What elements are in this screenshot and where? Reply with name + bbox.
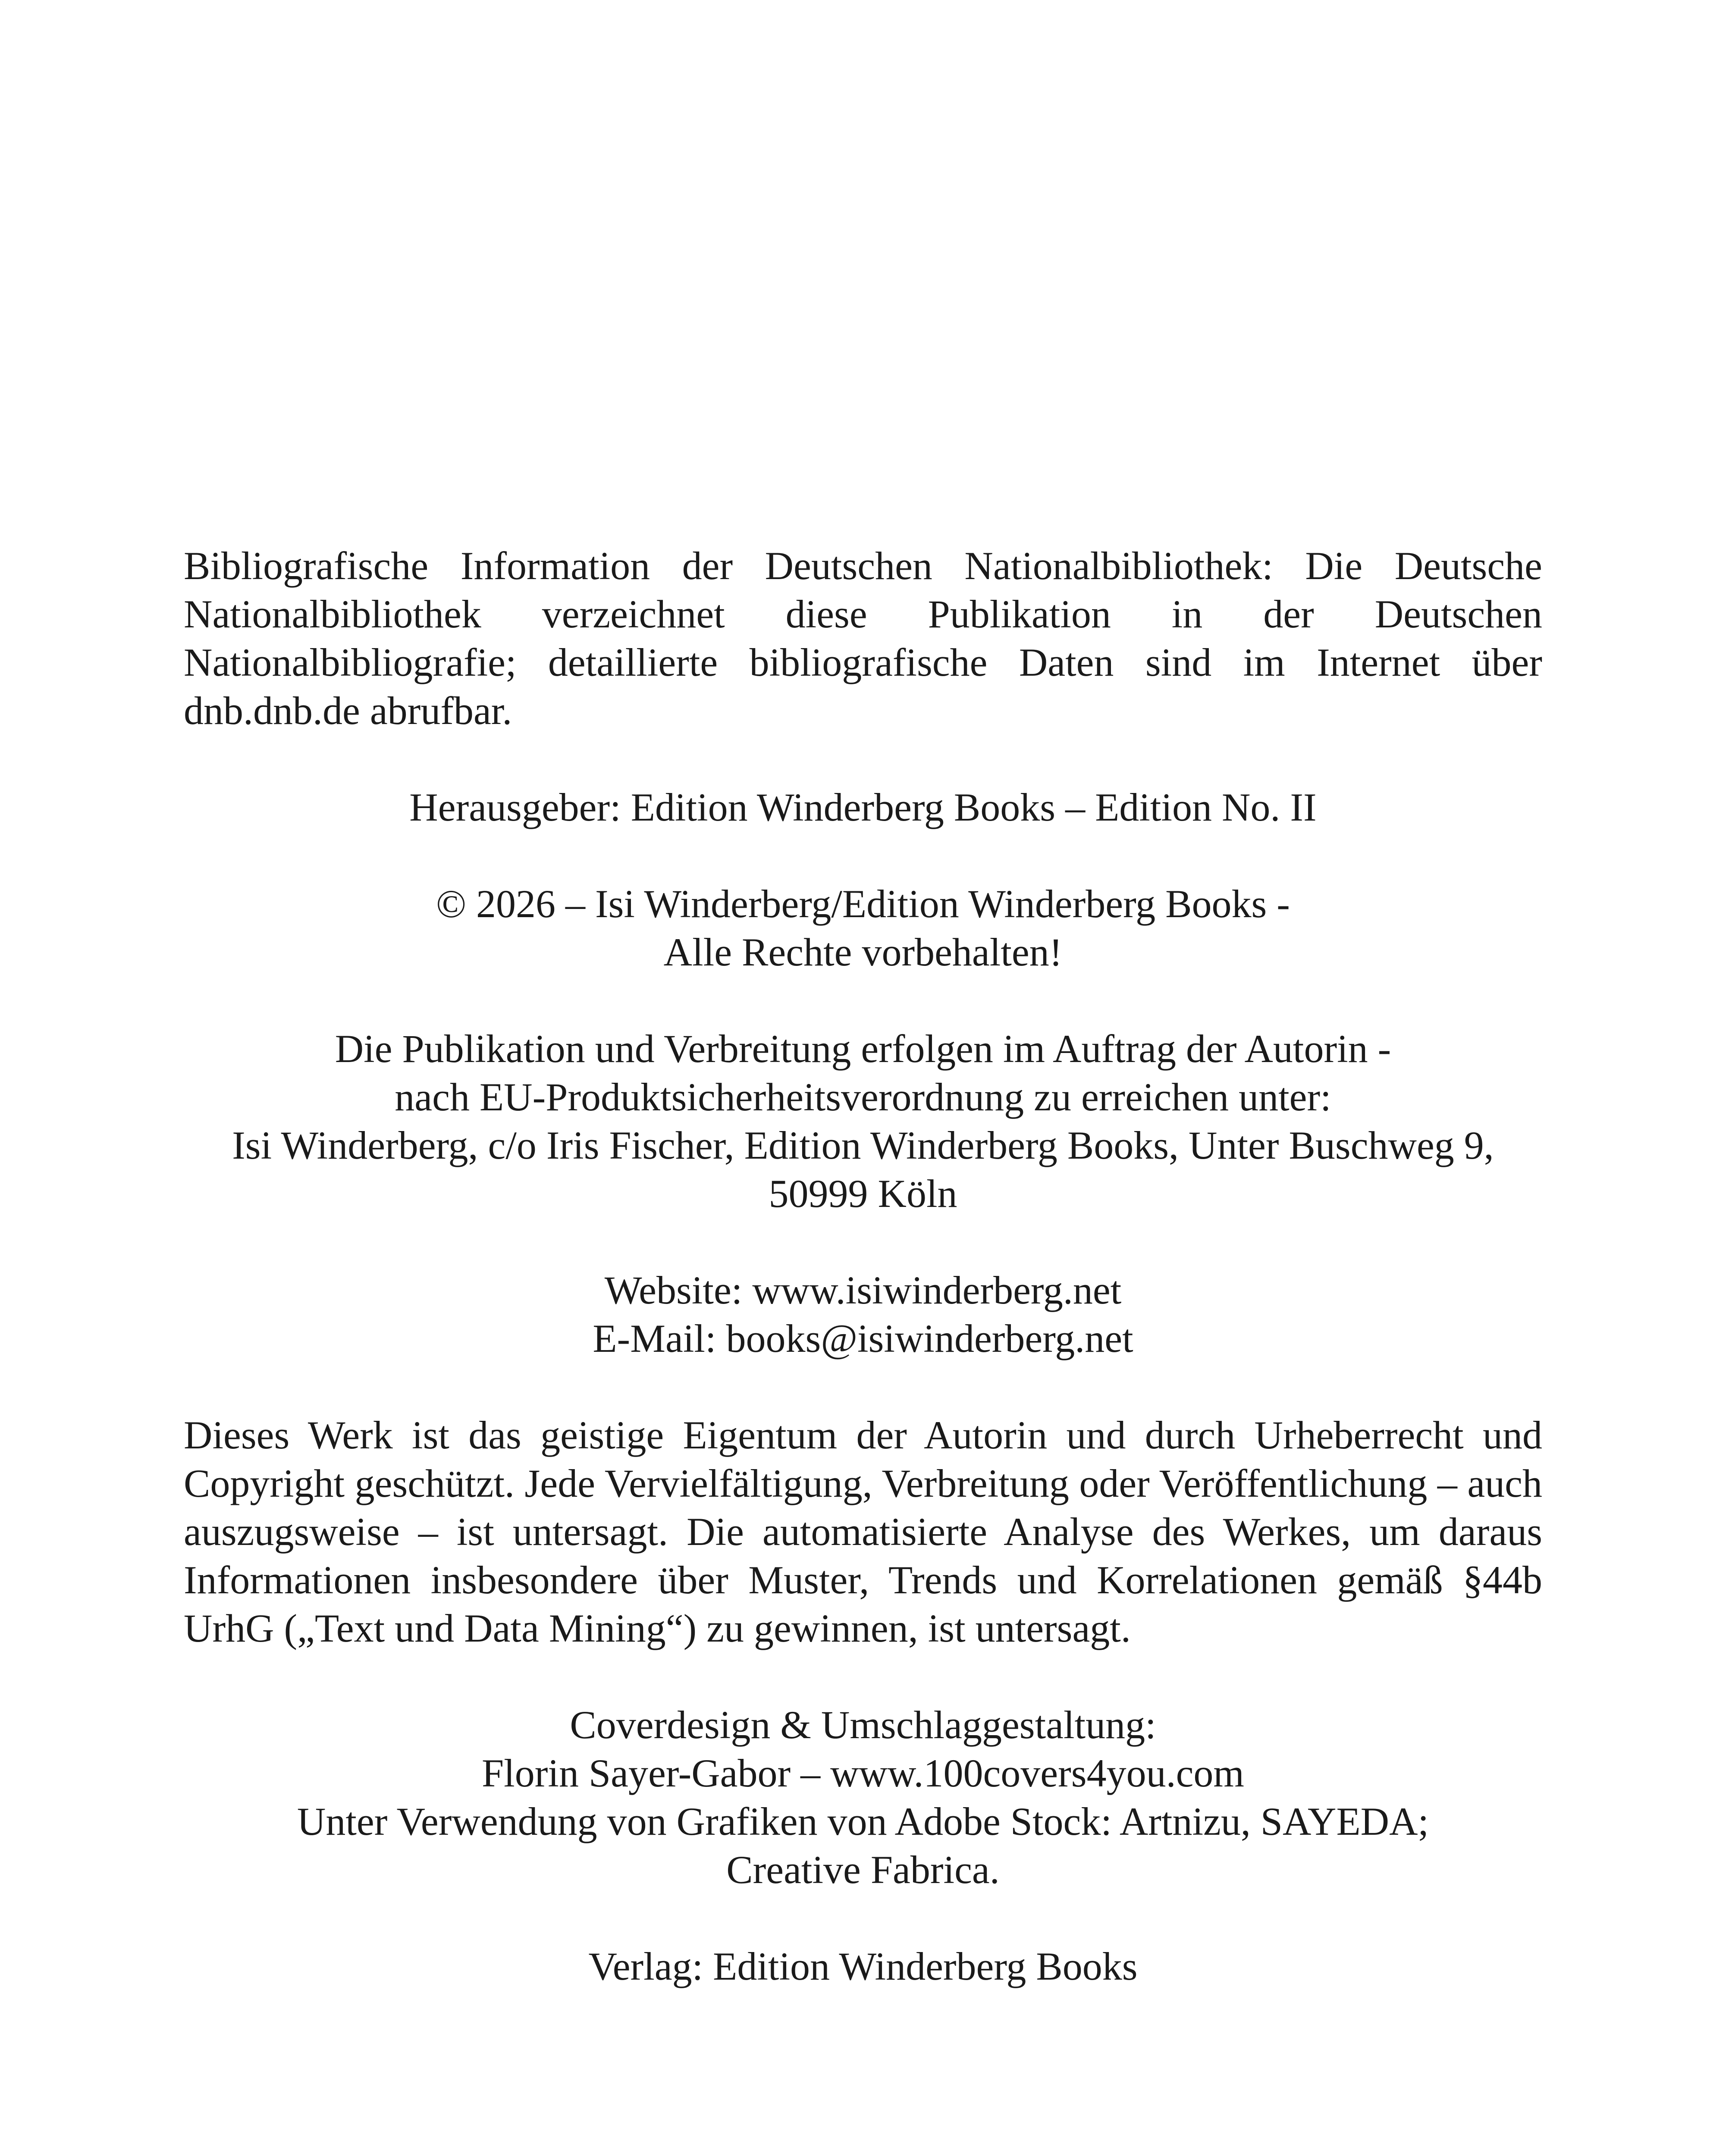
distribution-block: [184, 1025, 1542, 1218]
cover-credit-line: Unter Verwendung von Grafiken von Adobe Stock: Artnizu, SAYEDA;: [297, 1799, 1429, 1843]
spacer: [184, 831, 1542, 880]
distribution-line: Die Publikation und Verbreitung erfolgen im Auftrag der Autorin -: [335, 1027, 1391, 1071]
email-line: E-Mail: books@isiwinderberg.net: [593, 1316, 1133, 1360]
copyright-block: [184, 880, 1542, 976]
spacer: [184, 976, 1542, 1025]
distribution-line: nach EU-Produktsicherheitsverordnung zu erreichen unter:: [395, 1075, 1331, 1119]
copyright-line: © 2026 – Isi Winderberg/Edition Winderberg Books -: [436, 882, 1290, 926]
address-line: Isi Winderberg, c/o Iris Fischer, Edition Winderberg Books, Unter Buschweg 9,: [232, 1123, 1494, 1167]
rights-notice: Dieses Werk ist das geistige Eigentum der Autorin und durch Urheberrecht und Copyright geschützt. Jede Vervielfältigung, Verbreitung oder Veröffentlichung – auch auszugsweise – ist untersagt. Die automatisierte Analyse des Werkes, um daraus Informationen insbesondere über Muster, Trends und Korrelationen gemäß §44b UrhG („Text und Data Mining“) zu gewinnen, ist untersagt.: [184, 1413, 1542, 1650]
spacer: [184, 1363, 1542, 1411]
postal-code-line: 50999 Köln: [769, 1172, 957, 1216]
website-line: Website: www.isiwinderberg.net: [604, 1268, 1122, 1312]
imprint-content: [184, 542, 1542, 1990]
imprint-publisher: Verlag: Edition Winderberg Books: [588, 1944, 1138, 1988]
cover-credits-block: [184, 1701, 1542, 1894]
publisher-line: Herausgeber: Edition Winderberg Books – Edition No. II: [409, 785, 1317, 829]
cover-credit-line: Creative Fabrica.: [726, 1848, 1000, 1892]
rights-reserved-line: Alle Rechte vorbehalten!: [663, 930, 1063, 974]
cover-credit-line: Florin Sayer-Gabor – www.100covers4you.com: [482, 1751, 1244, 1795]
spacer: [184, 1652, 1542, 1701]
contact-block: [184, 1266, 1542, 1363]
bibliographic-notice: Bibliografische Information der Deutschen Nationalbibliothek: Die Deutsche Nationalbibliothek verzeichnet diese Publikation in der Deutschen Nationalbibliografie; detaillierte bibliografische Daten sind im Internet über dnb.dnb.de abrufbar.: [184, 544, 1542, 733]
cover-credit-line: Coverdesign & Umschlaggestaltung:: [570, 1703, 1156, 1747]
spacer: [184, 1894, 1542, 1942]
spacer: [184, 1218, 1542, 1266]
spacer: [184, 735, 1542, 783]
